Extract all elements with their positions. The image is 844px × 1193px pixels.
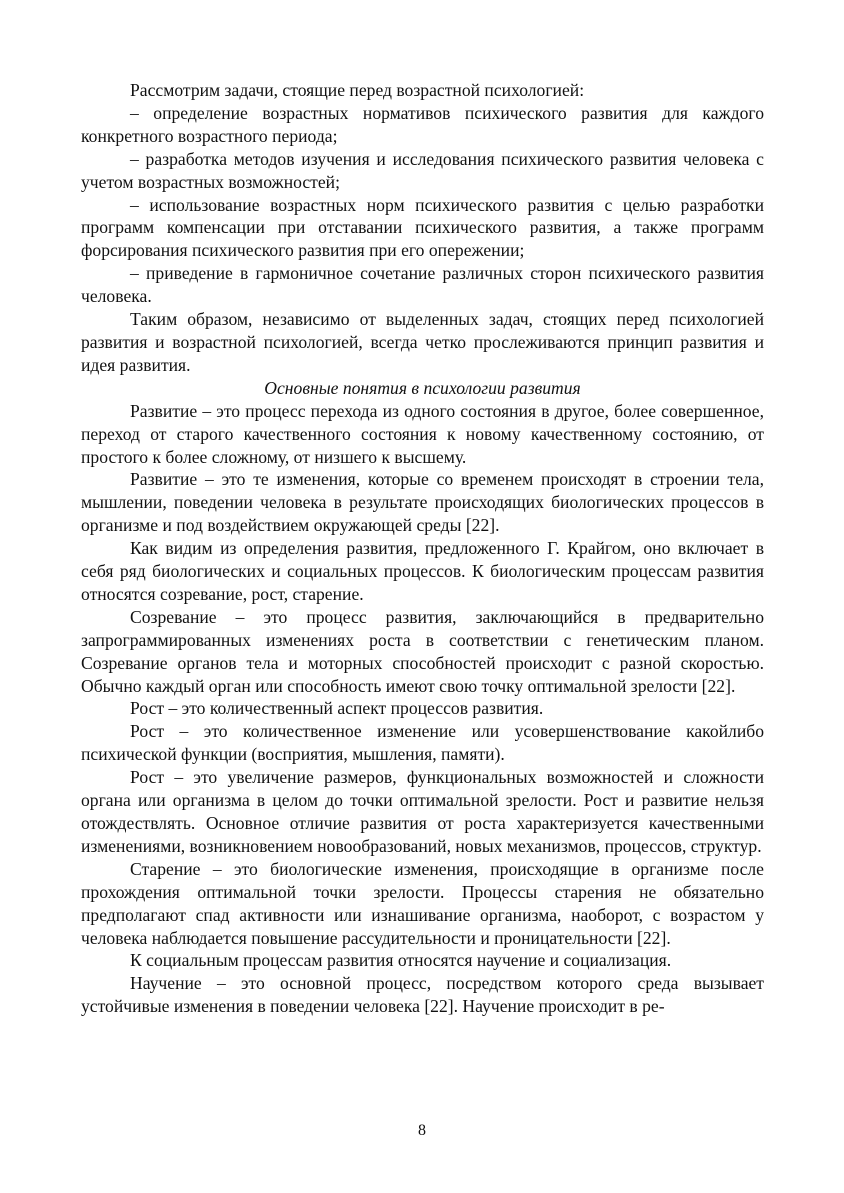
list-item-task-3: – использование возрастных норм психического развития с целью разработки программ компенсации при отставании психического развития, а также программ форсирования психического развития при его опережении; (81, 194, 764, 261)
paragraph-growth-3: Рост – это увеличение размеров, функциональных возможностей и сложности органа или организма в целом до точки оптимальной зрелости. Рост и развитие нельзя отождествлять. Основное отличие развития от роста характеризуется качественными изменениями, возникновением новообразований, новых механизмов, процессов, структур. (81, 767, 764, 856)
list-item-task-2: – разработка методов изучения и исследования психического развития человека с учетом возрастных возможностей; (81, 148, 764, 192)
paragraph-conclusion: Таким образом, независимо от выделенных задач, стоящих перед психологией развития и возрастной психологией, всегда четко прослеживаются принцип развития и идея развития. (81, 309, 764, 375)
section-heading: Основные понятия в психологии развития (264, 377, 581, 398)
paragraph-aging: Старение – это биологические изменения, происходящие в организме после прохождения оптимальной точки зрелости. Процессы старения не обязательно предполагают спад активности или изнашивание организма, наоборот, с возрастом у человека наблюдается повышение рассудительности и проницательности [22]. (81, 858, 764, 948)
list-item-task-1: – определение возрастных нормативов психического развития для каждого конкретного возрастного периода; (81, 102, 764, 146)
paragraph-maturation: Созревание – это процесс развития, заключающийся в предварительно запрограммированных изменениях роста в соответствии с генетическим планом. Созревание органов тела и моторных способностей происходит с разной скоростью. Обычно каждый орган или способность имеют свою точку оптимальной зрелости [22]. (81, 606, 764, 696)
paragraph-growth-1: Рост – это количественный аспект процессов развития. (130, 698, 544, 719)
paragraph-development-def-1: Развитие – это процесс перехода из одного состояния в другое, более совершенное, переход от старого качественного состояния к новому качественному состоянию, от простого к более сложному, от низшего к высшему. (81, 400, 764, 467)
page-number: 8 (418, 1122, 426, 1139)
page-body (81, 79, 764, 1018)
paragraph-learning: Научение – это основной процесс, посредством которого среда вызывает устойчивые изменения в поведении человека [22]. Научение происходит в ре- (81, 973, 764, 1017)
paragraph-development-def-2: Развитие – это те изменения, которые со временем происходят в строении тела, мышлении, поведении человека в результате происходящих биологических процессов в организме и под воздействием окружающей среды [22]. (81, 469, 764, 536)
paragraph-growth-2: Рост – это количественное изменение или усовершенствование какойлибо психической функции (восприятия, мышления, памяти). (81, 721, 764, 765)
list-item-task-4: – приведение в гармоничное сочетание различных сторон психического развития человека. (81, 263, 764, 307)
paragraph-social-processes: К социальным процессам развития относятся научение и социализация. (130, 950, 672, 971)
paragraph-intro: Рассмотрим задачи, стоящие перед возрастной психологией: (130, 80, 585, 100)
paragraph-craig-definition: Как видим из определения развития, предложенного Г. Крайгом, оно включает в себя ряд биологических и социальных процессов. К биологическим процессам развития относятся созревание, рост, старение. (81, 538, 764, 604)
